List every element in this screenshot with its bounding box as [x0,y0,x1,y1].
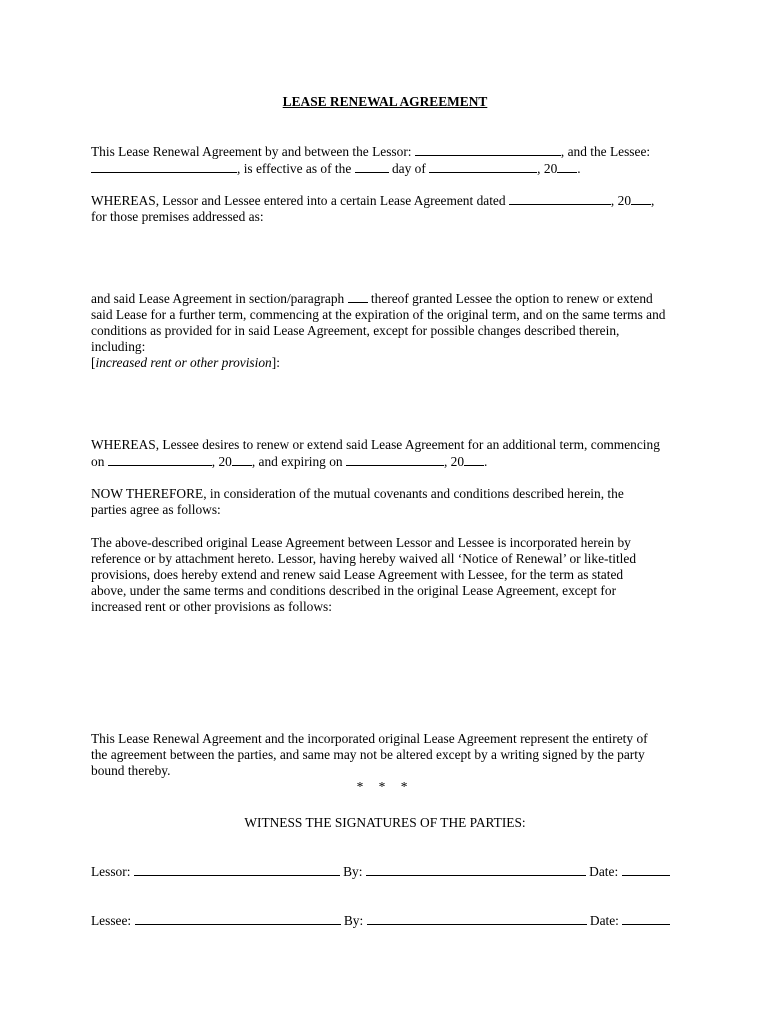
whereas1-text: WHEREAS, Lessor and Lessee entered into a certain Lease Agreement dated [91,193,509,208]
lessee-name-blank[interactable] [91,160,237,173]
lessor-signature-line[interactable] [134,863,340,876]
section-paragraph [91,290,691,371]
bracket-close: ]: [271,355,280,370]
intro-text: , is effective as of the [237,161,355,176]
whereas-paragraph-1 [91,192,691,225]
lessee-by-label: By: [340,913,367,928]
incorporation-line-1: The above-described original Lease Agreement between Lessor and Lessee is incorporated herein by [91,535,631,550]
effective-month-blank[interactable] [429,160,537,173]
entirety-line-2: the agreement between the parties, and same may not be altered except by a writing signed by the party [91,747,645,762]
effective-year-blank[interactable] [557,160,577,173]
document-title: LEASE RENEWAL AGREEMENT [282,94,488,109]
section-line-2: said Lease for a further term, commencing at the expiration of the original term, and on the same terms and [91,307,666,322]
lessor-by-line[interactable] [366,863,586,876]
whereas1-line-2: for those premises addressed as: [91,209,264,224]
whereas-paragraph-2 [91,437,691,470]
entirety-paragraph [91,731,691,779]
intro-text: This Lease Renewal Agreement by and between the Lessor: [91,144,415,159]
whereas2-text: , and expiring on [251,454,346,469]
bracket-open: [ [91,355,96,370]
whereas1-text: , [651,193,655,208]
incorporation-line-2: reference or by attachment hereto. Lessor, having hereby waived all ‘Notice of Renewal’ or like-titled [91,551,637,566]
intro-text: . [577,161,581,176]
section-line-5 [91,355,691,371]
provision-placeholder: increased rent or other provision [95,355,272,370]
section-line-4: including: [91,339,146,354]
now-therefore-line-1: NOW THEREFORE, in consideration of the mutual covenants and conditions described herein, the [91,486,624,501]
lessor-by-label: By: [339,864,366,879]
incorporation-line-3: provisions, does hereby extend and renew said Lease Agreement with Lessee, for the term as stated [91,567,624,582]
lessee-label: Lessee: [91,913,135,928]
intro-text: , and the Lessee: [560,144,651,159]
lessor-name-blank[interactable] [415,143,561,156]
section-divider-stars: * * * [356,779,414,794]
intro-line-2 [91,160,691,177]
witness-heading: WITNESS THE SIGNATURES OF THE PARTIES: [244,815,526,830]
end-date-blank[interactable] [346,453,444,466]
incorporation-paragraph [91,535,691,615]
whereas2-text: on [91,454,108,469]
whereas2-text: , 20 [211,454,232,469]
lessor-label: Lessor: [91,864,134,879]
whereas1-text: , 20 [610,193,632,208]
start-date-blank[interactable] [108,453,212,466]
whereas2-line-2 [91,453,691,470]
lessee-date-line[interactable] [622,912,670,925]
start-year-blank[interactable] [232,453,252,466]
lessor-date-label: Date: [585,864,622,879]
intro-text: day of [388,161,430,176]
intro-text: , 20 [537,161,558,176]
intro-paragraph [91,143,691,177]
section-text: thereof granted Lessee the option to renew or extend [367,291,653,306]
whereas2-text: . [484,454,488,469]
now-therefore-line-2: parties agree as follows: [91,502,221,517]
lessee-signature-line[interactable] [135,912,341,925]
whereas2-text: , 20 [443,454,465,469]
lease-year-blank[interactable] [631,192,651,205]
section-line-1 [91,290,691,307]
lessee-by-line[interactable] [367,912,587,925]
section-line-3: conditions as provided for in said Lease Agreement, except for possible changes described therein, [91,323,620,338]
lessor-signature-row [91,863,691,880]
lease-date-blank[interactable] [509,192,611,205]
incorporation-line-5: increased rent or other provisions as follows: [91,599,332,614]
lessee-signature-row [91,912,691,929]
lessor-date-line[interactable] [622,863,670,876]
incorporation-line-4: above, under the same terms and conditions described in the original Lease Agreement, except for [91,583,617,598]
lessee-date-label: Date: [586,913,623,928]
now-therefore-paragraph [91,486,691,518]
section-text: and said Lease Agreement in section/paragraph [91,291,348,306]
effective-day-blank[interactable] [355,160,389,173]
section-number-blank[interactable] [348,290,368,303]
whereas1-line-1 [91,192,691,209]
intro-line-1 [91,143,691,160]
entirety-line-1: This Lease Renewal Agreement and the incorporated original Lease Agreement represent the entirety of [91,731,648,746]
entirety-line-3: bound thereby. [91,763,171,778]
whereas2-line-1: WHEREAS, Lessee desires to renew or extend said Lease Agreement for an additional term, commencing [91,437,660,452]
end-year-blank[interactable] [464,453,484,466]
